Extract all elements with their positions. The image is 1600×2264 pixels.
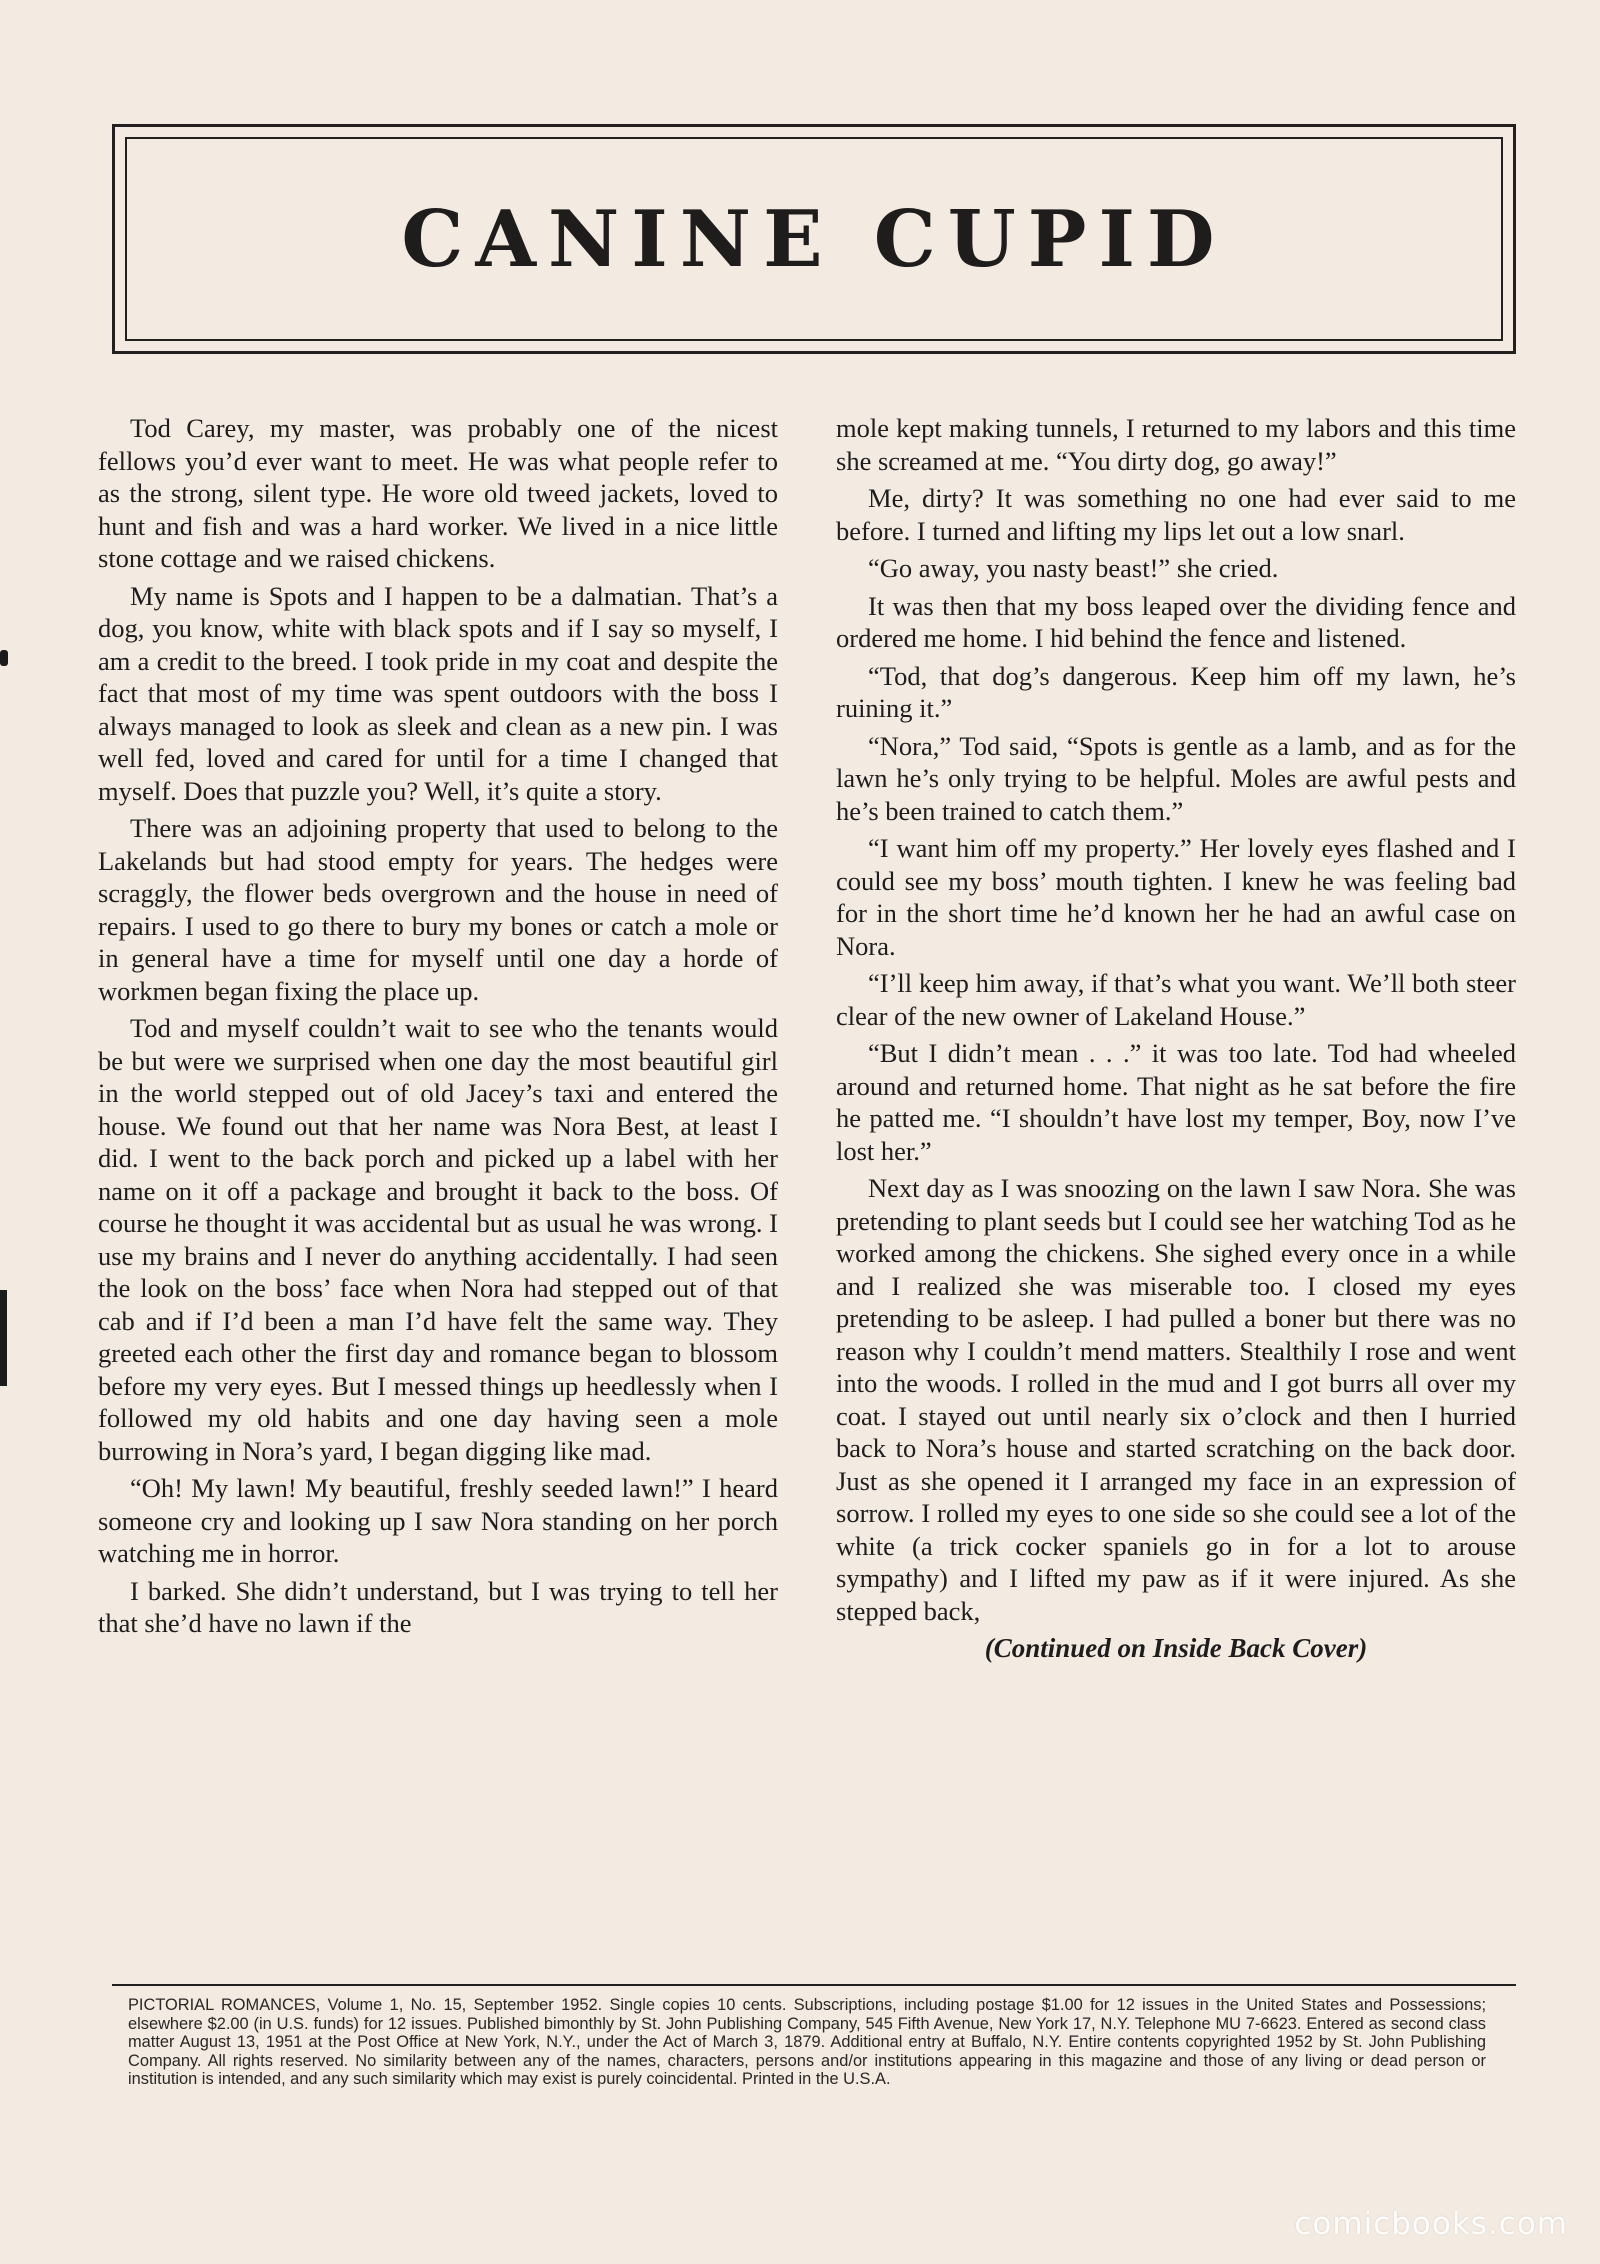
- paragraph: Tod Carey, my master, was probably one of the nicest fellows you’d ever want to meet. He was what people refer to as the strong, silent type. He wore old tweed jackets, loved to hunt and fish and was a hard worker. We lived in a nice little stone cottage and we raised chickens.: [98, 413, 778, 573]
- left-column: [98, 412, 778, 1970]
- paragraph: Tod and myself couldn’t wait to see who the tenants would be but were we surprised when one day the most beautiful girl in the world stepped out of old Jacey’s taxi and entered the house. We found out that her name was Nora Best, at least I did. I went to the back porch and picked up a label with her name on it off a package and brought it back to the boss. Of course he thought it was accidental but as usual he was wrong. I use my brains and I never do anything accidentally. I had seen the look on the boss’ face when Nora had stepped out of that cab and if I’d been a man I’d have felt the same way. They greeted each other the first day and romance began to blossom before my very eyes. But I messed things up heedlessly when I followed my old habits and one day having seen a mole burrowing in Nora’s yard, I began digging like mad.: [98, 1013, 778, 1466]
- paragraph: “I want him off my property.” Her lovely eyes flashed and I could see my boss’ mouth tighten. I knew he was feeling bad for in the short time he’d known her he had an awful case on Nora.: [836, 833, 1516, 961]
- edge-mark: [0, 1290, 7, 1386]
- divider: [112, 1984, 1516, 1986]
- publication-masthead: PICTORIAL ROMANCES, Volume 1, No. 15, September 1952. Single copies 10 cents. Subscriptions, including postage $1.00 for 12 issues in the United States and Possessions; elsewhere $2.00 (in U.S. funds) for 12 issues. Published bimonthly by St. John Publishing Company, 545 Fifth Avenue, New York 17, N.Y. Telephone MU 7-6623. Entered as second class matter August 13, 1951 at the Post Office at New York, N.Y., under the Act of March 3, 1879. Additional entry at Buffalo, N.Y. Entire contents copyrighted 1952 by St. John Publishing Company. All rights reserved. No similarity between any of the names, characters, persons and/or institutions appearing in this magazine and those of any living or dead person or institution is intended, and any such similarity which may exist is purely coincidental. Printed in the U.S.A.: [128, 1996, 1486, 2088]
- paragraph: It was then that my boss leaped over the dividing fence and ordered me home. I hid behind the fence and listened.: [836, 590, 1516, 653]
- continued-note: (Continued on Inside Back Cover): [984, 1633, 1368, 1663]
- paragraph: I barked. She didn’t understand, but I was trying to tell her that she’d have no lawn if the: [98, 1575, 778, 1638]
- site-watermark: comicbooks.com: [1294, 2206, 1568, 2242]
- paragraph: “Oh! My lawn! My beautiful, freshly seeded lawn!” I heard someone cry and looking up I saw Nora standing on her porch watching me in horror.: [98, 1473, 778, 1568]
- story-title: CANINE CUPID: [401, 193, 1227, 285]
- right-column: [836, 412, 1516, 1970]
- paragraph: “Go away, you nasty beast!” she cried.: [868, 553, 1279, 583]
- title-box: [112, 124, 1516, 354]
- title-inner-border: [125, 137, 1503, 341]
- paragraph: “But I didn’t mean . . .” it was too late. Tod had wheeled around and returned home. That night as he sat before the fire he patted me. “I shouldn’t have lost my temper, Boy, now I’ve lost her.”: [836, 1038, 1516, 1166]
- paragraph: There was an adjoining property that used to belong to the Lakelands but had stood empty for years. The hedges were scraggly, the flower beds overgrown and the house in need of repairs. I used to go there to bury my bones or catch a mole or in general have a time for myself until one day a horde of workmen began fixing the place up.: [98, 813, 778, 1006]
- paragraph: Me, dirty? It was something no one had ever said to me before. I turned and lifting my lips let out a low snarl.: [836, 483, 1516, 546]
- paragraph: My name is Spots and I happen to be a dalmatian. That’s a dog, you know, white with black spots and if I say so myself, I am a credit to the breed. I took pride in my coat and despite the fact that most of my time was spent outdoors with the boss I always managed to look as sleek and clean as a new pin. I was well fed, loved and cared for until for a time I changed that myself. Does that puzzle you? Well, it’s quite a story.: [98, 580, 778, 806]
- paragraph: “Nora,” Tod said, “Spots is gentle as a lamb, and as for the lawn he’s only trying to be helpful. Moles are awful pests and he’s been trained to catch them.”: [836, 730, 1516, 826]
- paragraph-continued: mole kept making tunnels, I returned to my labors and this time she screamed at me. “You dirty dog, go away!”: [836, 413, 1516, 476]
- paragraph: Next day as I was snoozing on the lawn I saw Nora. She was pretending to plant seeds but I could see her watching Tod as he worked among the chickens. She sighed every once in a while and I realized she was miserable too. I closed my eyes pretending to be asleep. I had pulled a boner but there was no reason why I couldn’t mend matters. Stealthily I rose and went into the woods. I rolled in the mud and I got burrs all over my coat. I stayed out until nearly six o’clock and then I hurried back to Nora’s house and started scratching on the back door. Just as she opened it I arranged my face in an expression of sorrow. I rolled my eyes to one side so she could see a lot of the white (a trick cocker spaniels go in for a lot to arouse sympathy) and I lifted my paw as if it were injured. As she stepped back,: [836, 1173, 1516, 1626]
- story-columns: [98, 412, 1516, 1970]
- paragraph: “I’ll keep him away, if that’s what you want. We’ll both steer clear of the new owner of Lakeland House.”: [836, 968, 1516, 1031]
- paragraph: “Tod, that dog’s dangerous. Keep him off my lawn, he’s ruining it.”: [836, 660, 1516, 723]
- edge-mark: [0, 650, 8, 666]
